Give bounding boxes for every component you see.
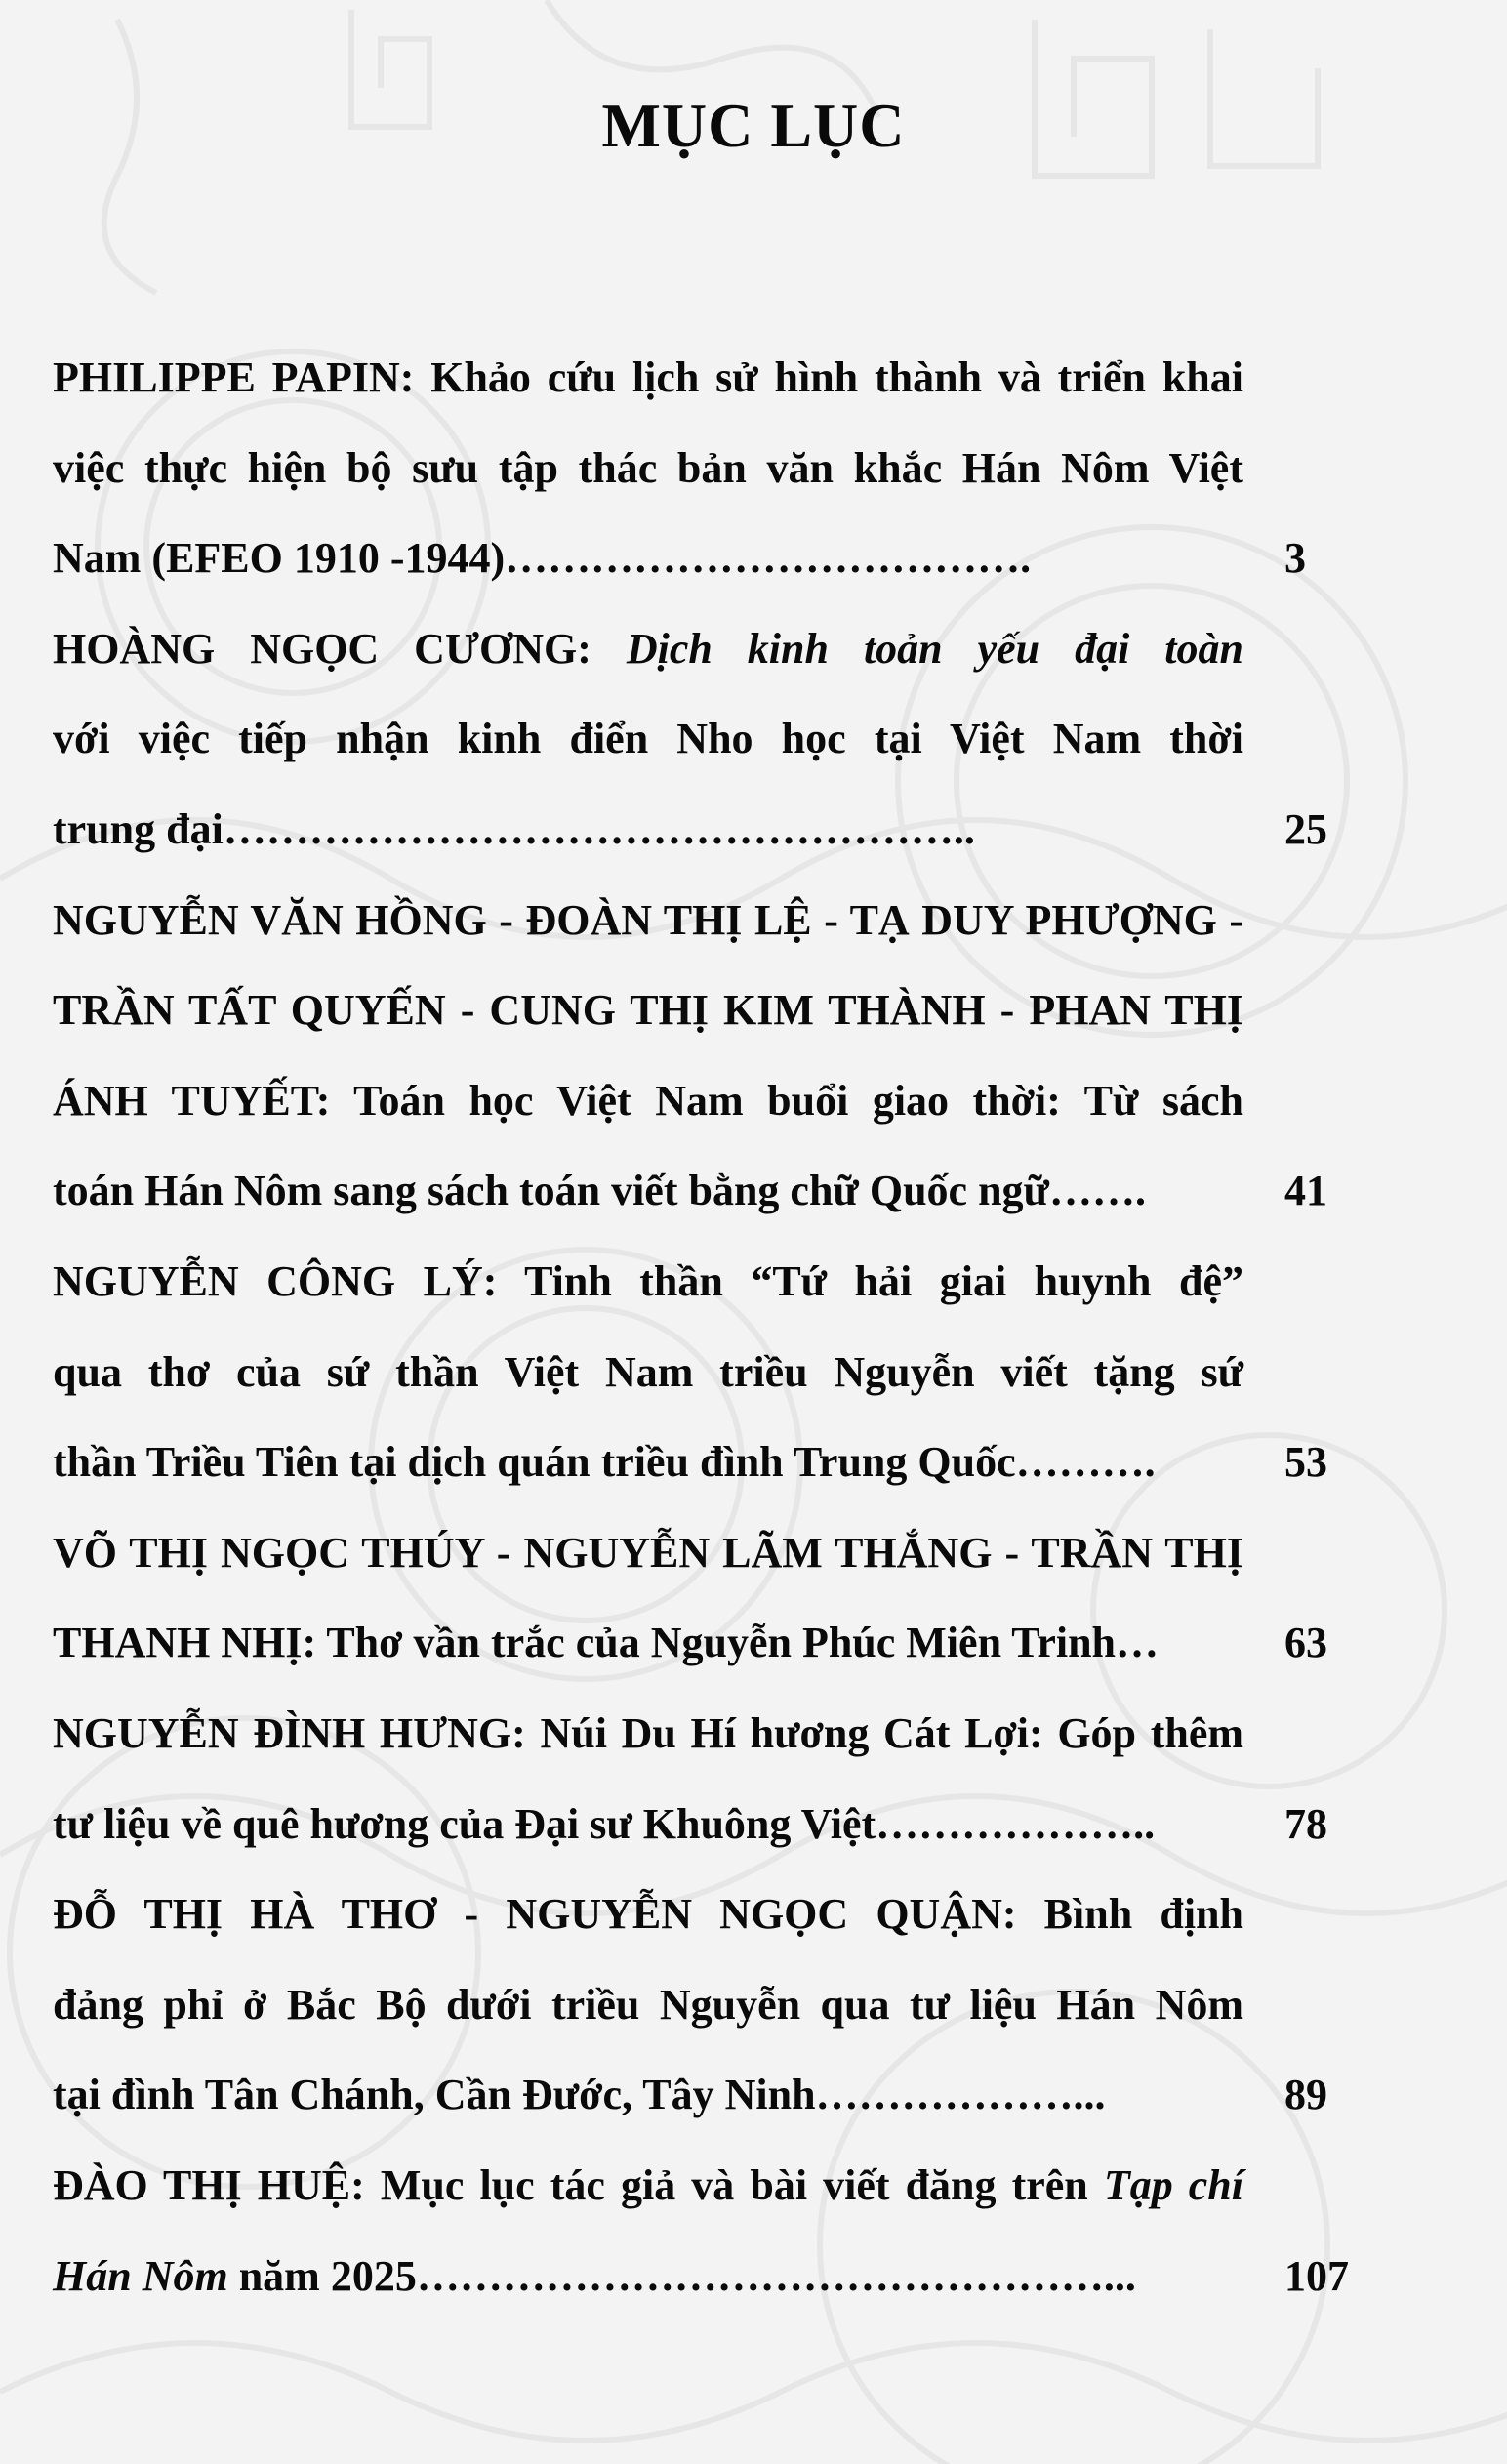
toc-entry-text (53, 1869, 1243, 1959)
page-number: 53 (1284, 1438, 1327, 1487)
toc-entry-text (53, 1597, 1243, 1688)
toc-entry-text (53, 693, 1243, 784)
text-segment: ĐỖ THỊ HÀ THƠ - NGUYỄN NGỌC QUẬN: Bình định (53, 1890, 1243, 1939)
toc-entry-line (53, 603, 1312, 694)
page-number: 3 (1284, 534, 1306, 583)
toc-entry-line (53, 1959, 1312, 2050)
text-segment: tư liệu về quê hương của Đại sư Khuông Việt……………….. (53, 1799, 1156, 1848)
text-segment: THANH NHỊ: Thơ vần trắc của Nguyễn Phúc Miên Trinh… (53, 1619, 1160, 1667)
toc-entry-text (53, 875, 1243, 965)
page-number: 41 (1284, 1167, 1327, 1215)
text-segment: tại đình Tân Chánh, Cần Đước, Tây Ninh………………... (53, 2071, 1106, 2119)
toc-entry-line (53, 2140, 1312, 2231)
toc-entry-text (53, 965, 1243, 1055)
toc-entry-text (53, 2140, 1243, 2231)
toc-entry-text (53, 423, 1243, 513)
toc-entry-line (53, 1145, 1327, 1236)
toc-entry-text (53, 603, 1243, 694)
text-segment: năm 2025…………………………………………... (227, 2251, 1136, 2300)
text-segment: thần Triều Tiên tại dịch quán triều đình Trung Quốc………. (53, 1438, 1156, 1487)
toc-entry-line (53, 1327, 1312, 1417)
toc-entry-line (53, 332, 1312, 423)
text-segment: đảng phỉ ở Bắc Bộ dưới triều Nguyễn qua tư liệu Hán Nôm (53, 1980, 1243, 2029)
text-segment: qua thơ của sứ thần Việt Nam triều Nguyễn viết tặng sứ (53, 1347, 1243, 1396)
toc-entry-text (53, 513, 1243, 603)
text-segment: trung đại…………………………………………….. (53, 805, 975, 853)
toc-entry-line (53, 693, 1312, 784)
toc-entry-line (53, 2231, 1349, 2321)
text-segment: NGUYỄN CÔNG LÝ: Tinh thần “Tứ hải giai huynh đệ” (53, 1257, 1243, 1305)
toc-entry-text (53, 1055, 1243, 1146)
toc-entry-text (53, 1507, 1243, 1598)
toc-entry-line (53, 1597, 1327, 1688)
text-segment: HOÀNG NGỌC CƯƠNG: (53, 624, 627, 673)
toc-entry-text (53, 332, 1243, 423)
text-segment: với việc tiếp nhận kinh điển Nho học tại Việt Nam thời (53, 715, 1243, 763)
toc-entry-text (53, 1688, 1243, 1779)
toc-entry-line (53, 1779, 1327, 1869)
toc-entry-line (53, 965, 1312, 1055)
toc-entry-text (53, 1236, 1243, 1327)
toc-entry-line (53, 1869, 1312, 1959)
toc-entry-text (53, 1145, 1243, 1236)
toc-entry-text (53, 1959, 1243, 2050)
text-segment: Nam (EFEO 1910 -1944)………………………………. (53, 534, 1032, 583)
text-segment: NGUYỄN VĂN HỒNG - ĐOÀN THỊ LỆ - TẠ DUY PHƯỢNG - (53, 895, 1243, 944)
text-segment: PHILIPPE PAPIN: Khảo cứu lịch sử hình thành và triển khai (53, 353, 1243, 401)
toc-entry-line (53, 1507, 1312, 1598)
toc-entry-text (53, 2049, 1243, 2140)
text-segment: toán Hán Nôm sang sách toán viết bằng chữ Quốc ngữ……. (53, 1167, 1146, 1215)
page-number: 25 (1284, 805, 1327, 853)
toc-entry-line (53, 1688, 1312, 1779)
page-number: 78 (1284, 1799, 1327, 1848)
text-segment: ÁNH TUYẾT: Toán học Việt Nam buổi giao thời: Từ sách (53, 1076, 1243, 1125)
page-number: 107 (1284, 2251, 1349, 2300)
italic-title-segment: Dịch kinh toản yếu đại toàn (626, 624, 1244, 673)
toc-entry-text (53, 1327, 1243, 1417)
text-segment: ĐÀO THỊ HUỆ: Mục lục tác giả và bài viết đăng trên (53, 2161, 1104, 2209)
page-number: 63 (1284, 1619, 1327, 1667)
text-segment: NGUYỄN ĐÌNH HƯNG: Núi Du Hí hương Cát Lợi: Góp thêm (53, 1709, 1243, 1757)
toc-entry-text (53, 1779, 1243, 1869)
text-segment: VÕ THỊ NGỌC THÚY - NGUYỄN LÃM THẮNG - TRẦN THỊ (53, 1528, 1243, 1577)
page-number: 89 (1284, 2071, 1327, 2119)
toc-entry-line (53, 784, 1327, 875)
toc-entry-text (53, 1417, 1243, 1507)
toc-entry-line (53, 1236, 1312, 1327)
toc-entry-line (53, 423, 1312, 513)
page-title: MỤC LỤC (601, 91, 906, 160)
toc-entry-line (53, 875, 1312, 965)
italic-title-segment: Tạp chí (1103, 2161, 1243, 2209)
toc-entry-text (53, 784, 1243, 875)
text-segment: TRẦN TẤT QUYẾN - CUNG THỊ KIM THÀNH - PHAN THỊ (53, 986, 1243, 1035)
toc-entry-line (53, 1055, 1312, 1146)
toc-entry-line (53, 2049, 1327, 2140)
text-segment: việc thực hiện bộ sưu tập thác bản văn khắc Hán Nôm Việt (53, 443, 1243, 492)
toc-entry-line (53, 513, 1312, 603)
toc-entry-text (53, 2231, 1243, 2321)
toc-entry-line (53, 1417, 1327, 1507)
italic-title-segment: Hán Nôm (53, 2251, 228, 2300)
